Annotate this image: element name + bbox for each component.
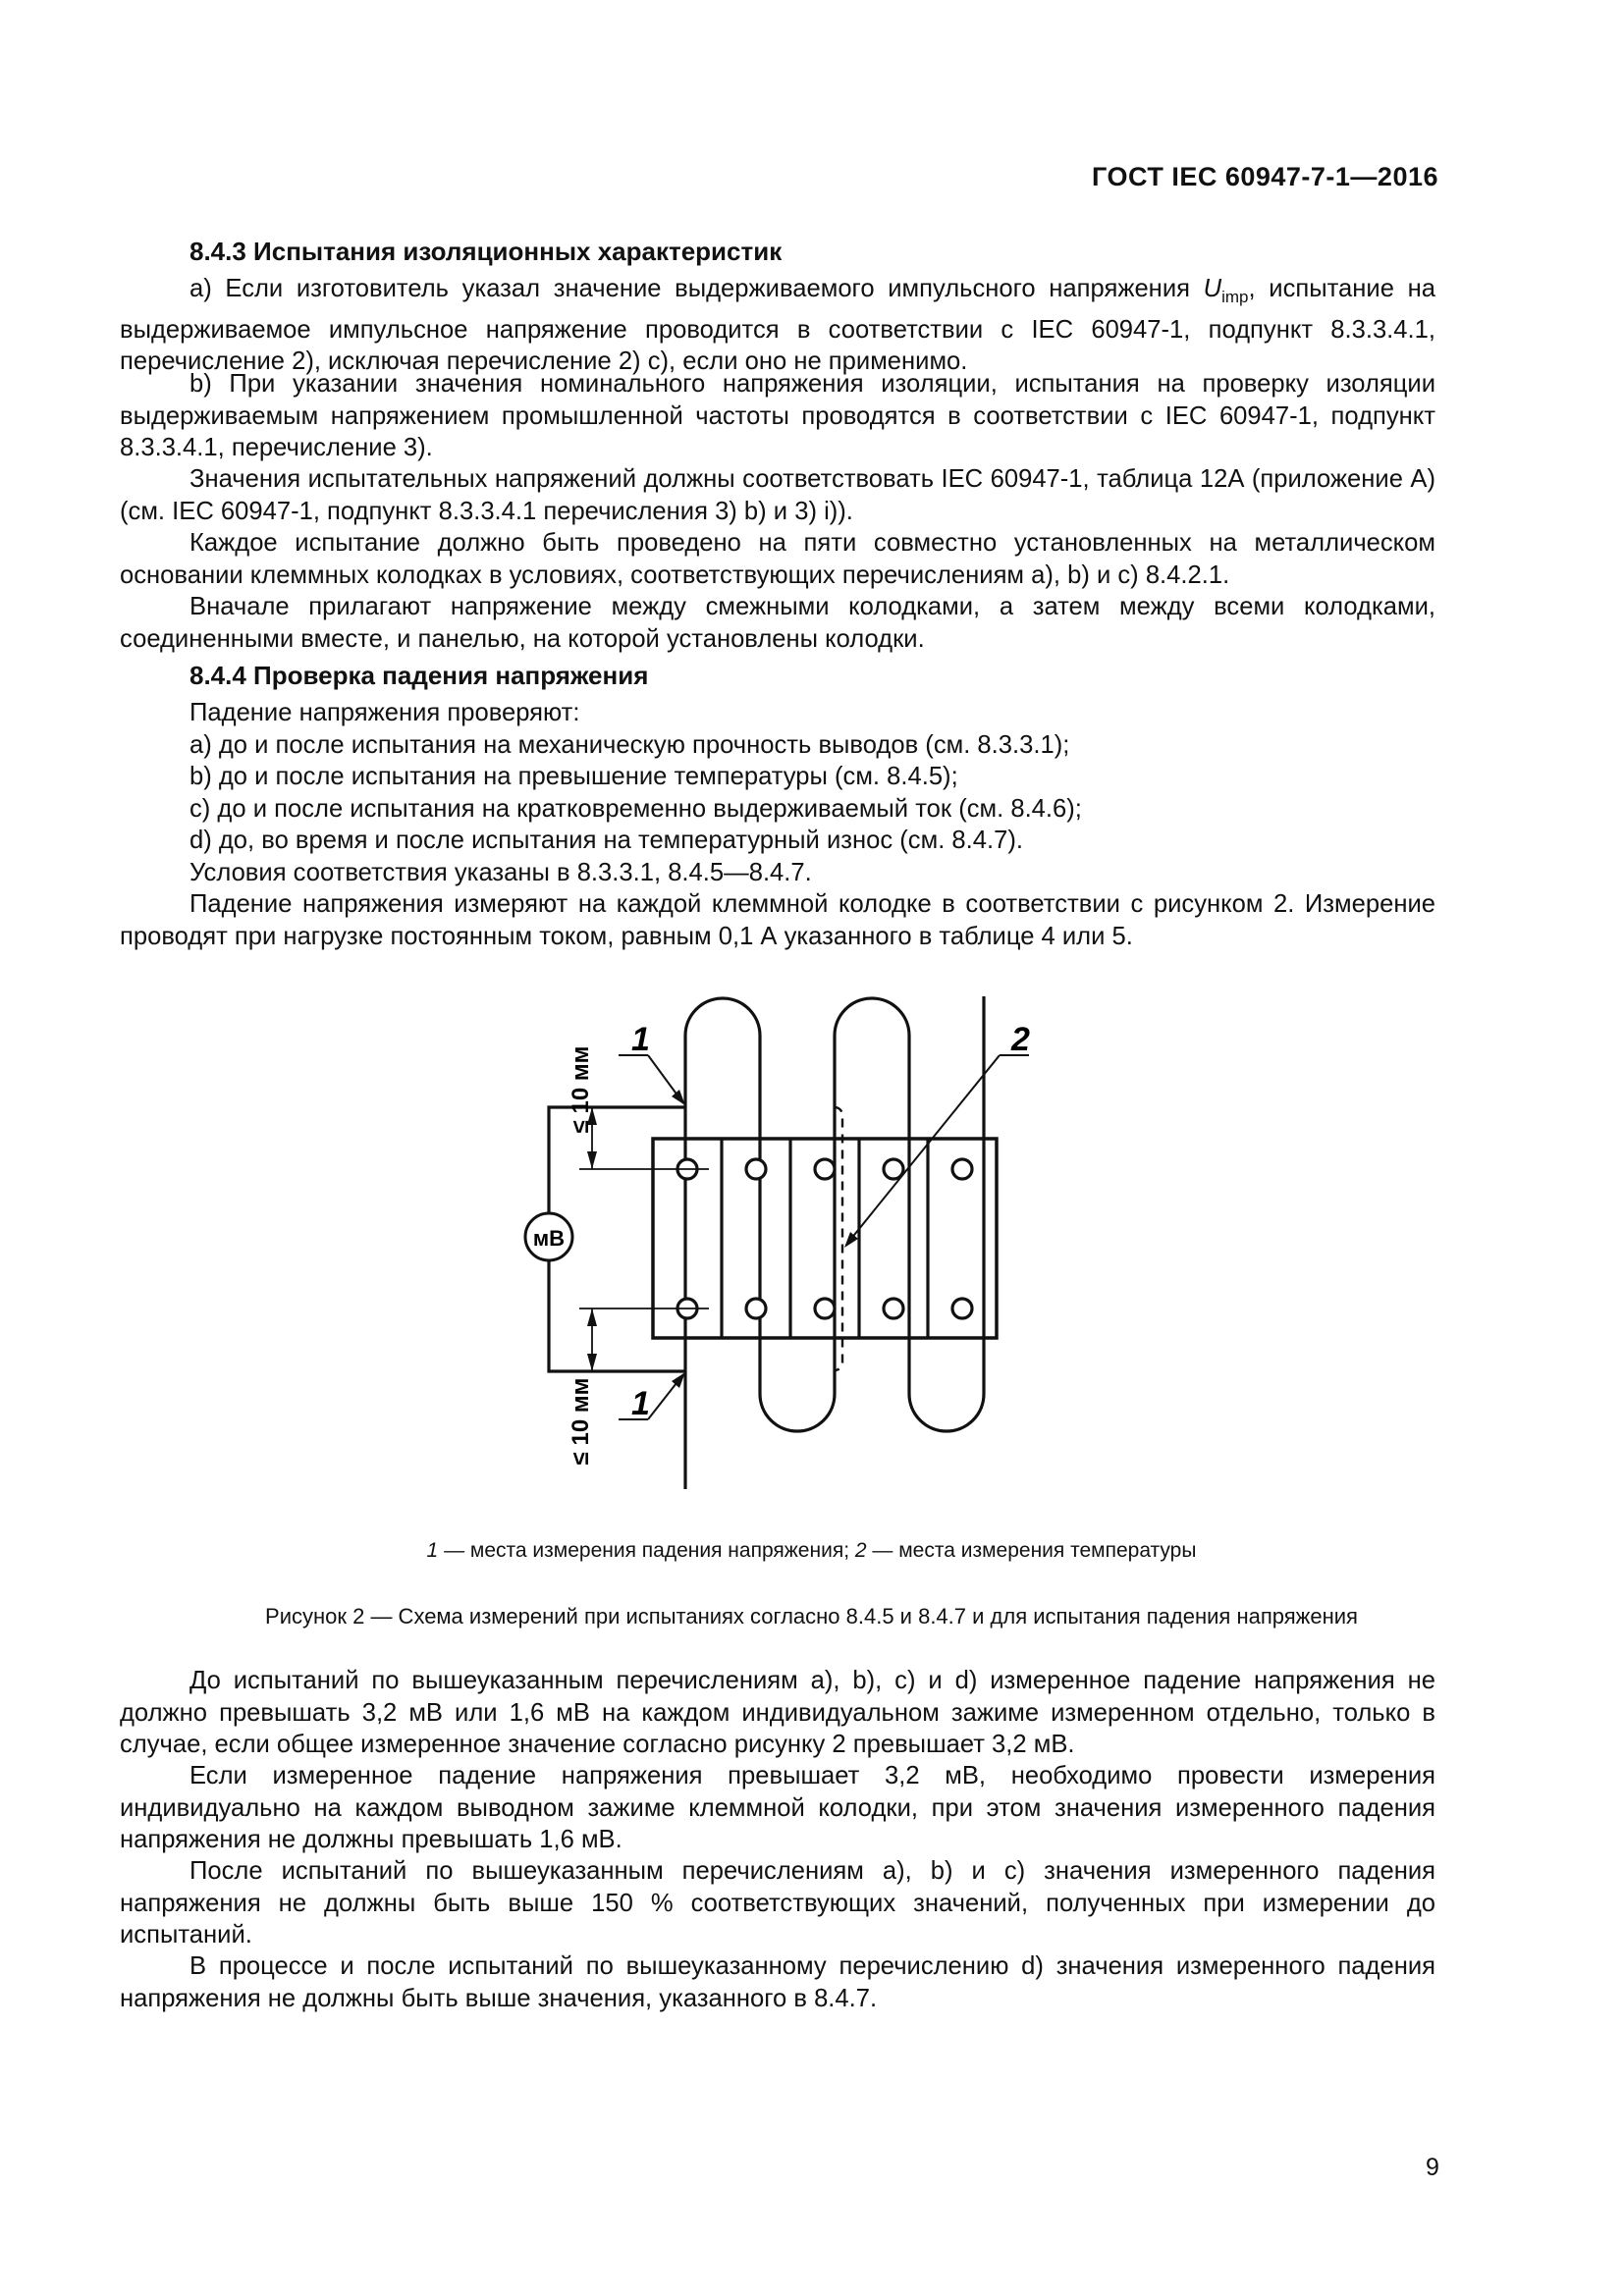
list-item-a: а) до и после испытания на механическую прочность выводов (см. 8.3.3.1); [189,731,1070,759]
paragraph-each-test: Каждое испытание должно быть проведено на пяти совместно установленных на металлическом основании клеммных колодках в условиях, соответствующих перечислениям а), b) и с) 8.4.2.1. [120,529,1435,589]
dimension-top: ≤ 10 мм [568,1045,594,1134]
figure-caption: Рисунок 2 — Схема измерений при испытаниях согласно 8.4.5 и 8.4.7 и для испытания падения напряжения [265,1604,1358,1629]
paragraph-before-tests: До испытаний по вышеуказанным перечислениям а), b), с) и d) измеренное падение напряжения не должно превышать 3,2 мВ или 1,6 мВ на каждом индивидуальном зажиме измеренном отдельно, только в случае, если общее измеренное значение согласно рисунку 2 превышает 3,2 мВ. [120,1667,1435,1758]
paragraph-after-tests: После испытаний по вышеуказанным перечислениям а), b) и с) значения измеренного падения напряжения не должны быть выше 150 % соответствующих значений, полученных при измерении до испытаний. [120,1857,1435,1949]
conductor-loop-1 [685,996,984,1489]
label-2: 2 [1011,1021,1030,1058]
paragraph-test-voltages: Значения испытательных напряжений должны соответствовать IEC 60947-1, таблица 12А (приложение А) (см. IEC 60947-1, подпункт 8.3.3.4.1 перечисления 3) b) и 3) i)). [120,465,1435,525]
terminal [815,1299,835,1318]
list-item-c: c) до и после испытания на кратковременно выдерживаемый ток (см. 8.4.6); [189,795,1082,823]
page-number: 9 [1426,2154,1439,2181]
paragraph-conditions: Условия соответствия указаны в 8.3.3.1, 8.4.5—8.4.7. [189,859,812,886]
paragraph-first-apply: Вначале прилагают напряжение между смежными колодками, а затем между всеми колодками, соединенными вместе, и панелью, на которой установлены колодки. [120,593,1435,653]
meter-lead-bottom [549,1260,685,1371]
list-item-b: b) до и после испытания на превышение температуры (см. 8.4.5); [189,763,958,790]
section-heading-8-4-3: 8.4.3 Испытания изоляционных характеристик [189,237,783,266]
terminal [952,1159,972,1179]
terminal [815,1159,835,1179]
figure-legend: 1 — места измерения падения напряжения; 2 — места измерения температуры [426,1539,1197,1562]
paragraph-8-4-3-b: b) При указании значения номинального напряжения изоляции, испытания на проверку изоляции выдерживаемым напряжением промышленной частоты проводятся в соответствии с IEC 60947-1, подпункт 8.3.3.4.1, перечисление 3). [120,370,1435,461]
label-1-bottom: 1 [631,1385,650,1422]
list-item-d: d) до, во время и после испытания на температурный износ (см. 8.4.7). [189,827,1023,854]
document-header: ГОСТ IEC 60947-7-1—2016 [1092,162,1438,191]
dimension-bottom: ≤ 10 мм [568,1377,594,1466]
terminal [952,1299,972,1318]
paragraph-intro: Падение напряжения проверяют: [189,699,580,726]
paragraph-measure: Падение напряжения измеряют на каждой клеммной колодке в соответствии с рисунком 2. Измерение проводят при нагрузке постоянным током, равным 0,1 А указанного в таблице 4 или 5. [120,890,1435,950]
paragraph-exceeds: Если измеренное падение напряжения превышает 3,2 мВ, необходимо провести измерения индивидуально на каждом выводном зажиме клеммной колодки, при этом значения измеренного падения напряжения не должны превышать 1,6 мВ. [120,1762,1435,1853]
terminal [884,1299,903,1318]
terminal [746,1299,766,1318]
terminal [884,1159,903,1179]
paragraph-during-tests: В процессе и после испытаний по вышеуказанному перечислению d) значения измеренного падения напряжения не должны быть выше значения, указанного в 8.4.7. [120,1952,1435,2012]
paragraph-8-4-3-a: а) Если изготовитель указал значение выдерживаемого импульсного напряжения $U_{imp}$, испытание на выдерживаемое импульсное напряжение проводится в соответствии с IEC 60947-1, подпункт 8.3.3.4.1, перечисление 2), исключая перечисление 2) с), если оно не применимо. [120,275,1435,376]
terminal [746,1159,766,1179]
label-1-top: 1 [631,1021,650,1058]
meter-label: мВ [532,1226,566,1251]
section-heading-8-4-4: 8.4.4 Проверка падения напряжения [189,661,649,690]
